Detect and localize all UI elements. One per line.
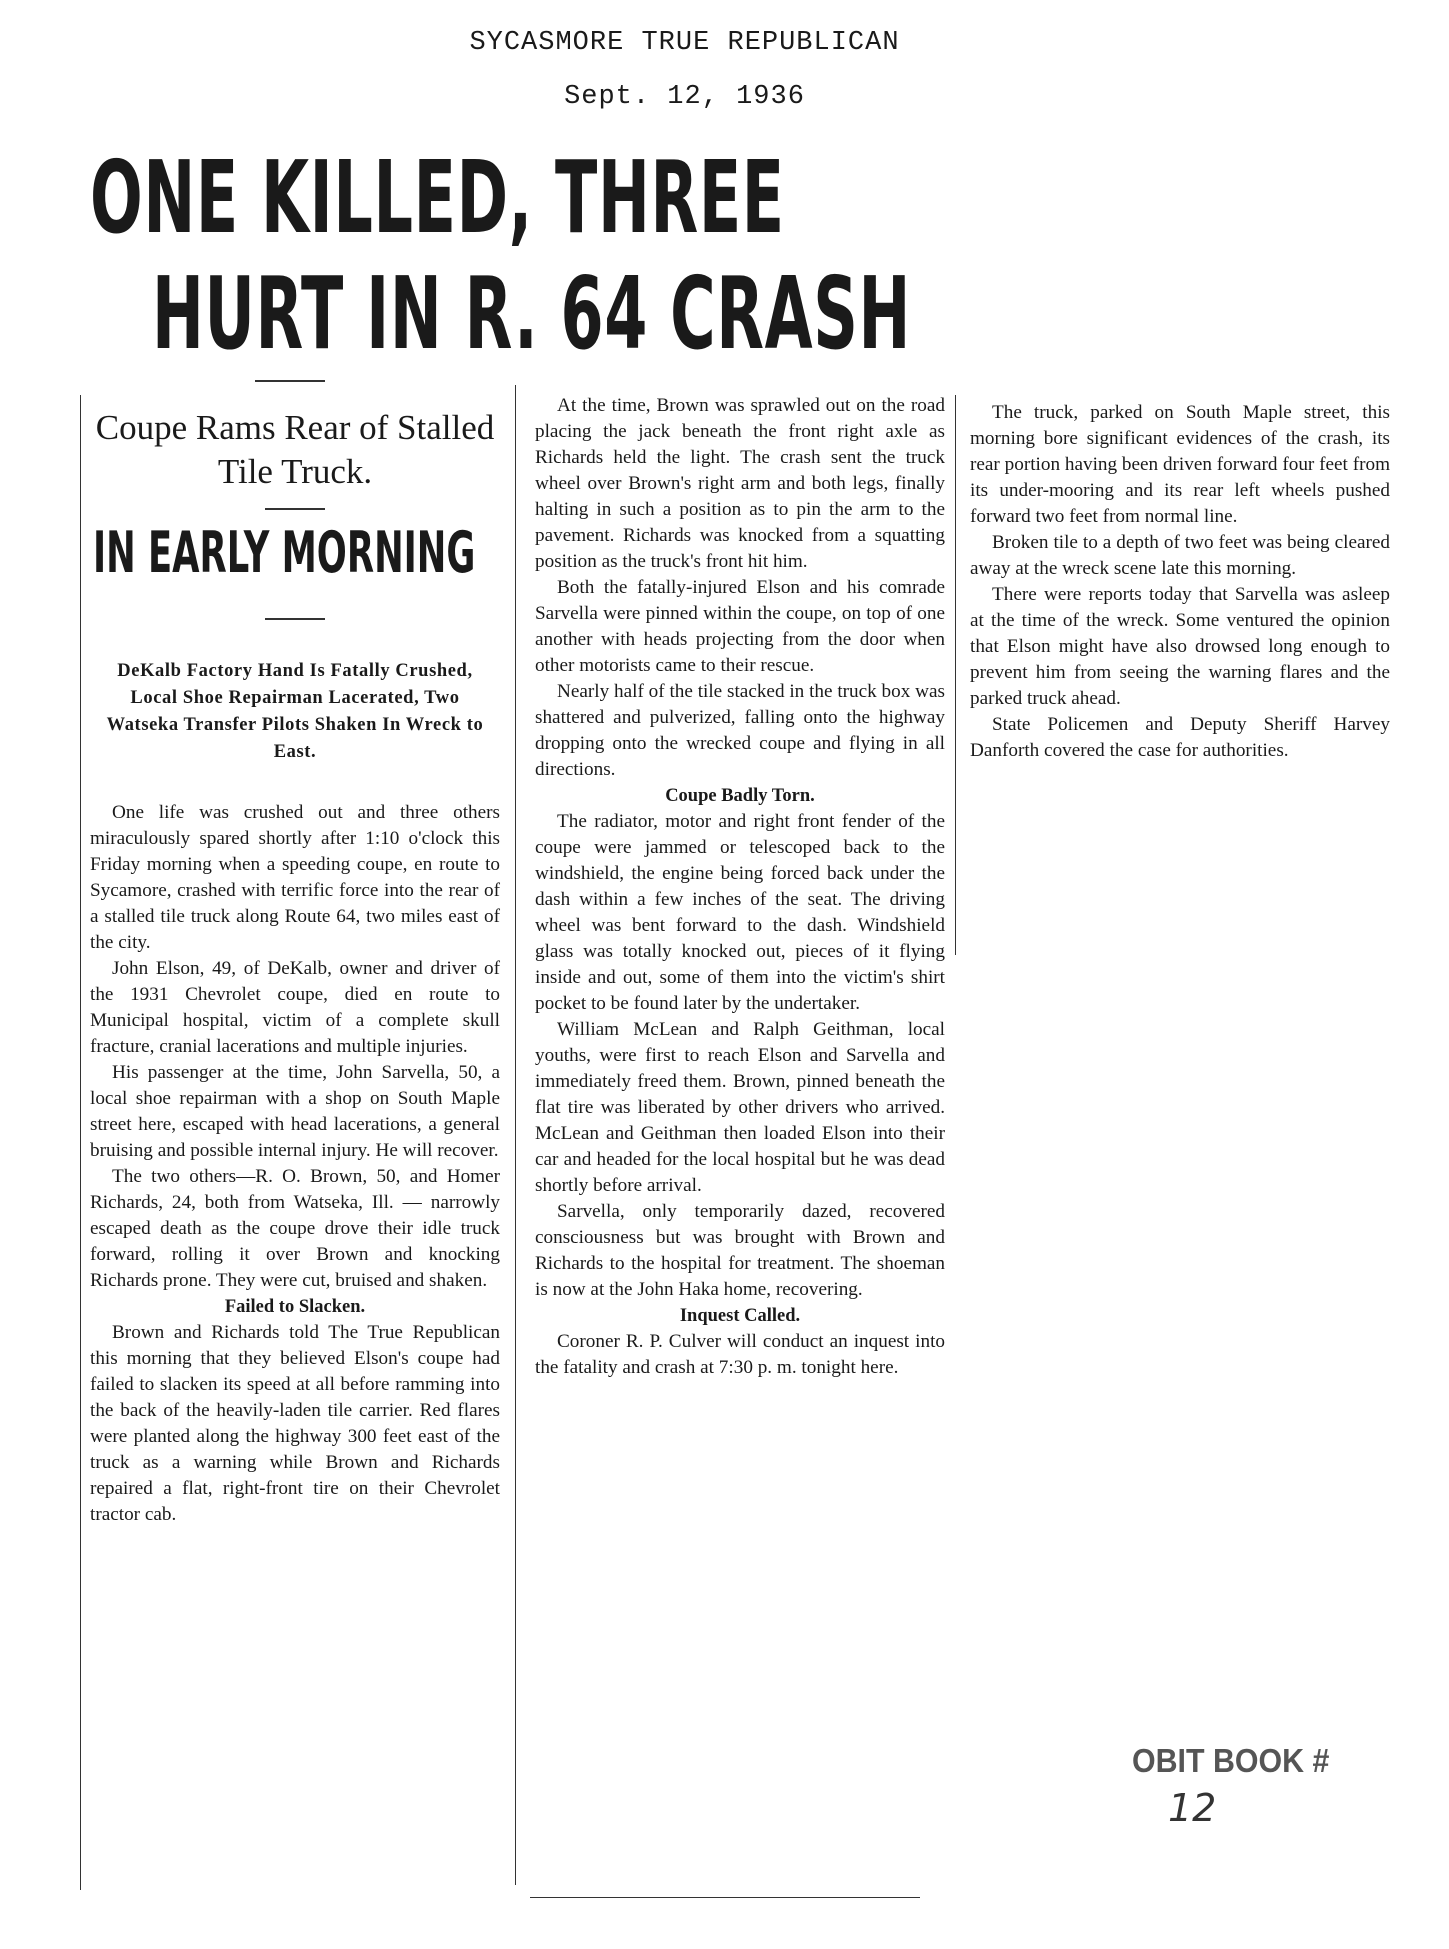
headline-line-1: ONE KILLED, THREE bbox=[90, 139, 785, 256]
headline-divider bbox=[255, 380, 325, 382]
headline-line-2: HURT IN R. 64 CRASH bbox=[152, 255, 912, 372]
paragraph: Broken tile to a depth of two feet was being cleared away at the wreck scene late this morning. bbox=[970, 532, 1390, 579]
newspaper-name: SYCASMORE TRUE REPUBLICAN bbox=[469, 28, 900, 58]
paragraph: The two others—R. O. Brown, 50, and Homer Richards, 24, both from Watseka, Ill. — narrowly escaped death as the coupe drove their idle truck forward, rolling it over Brown and knocking Richards prone. They were cut, bruised and shaken. bbox=[90, 1166, 500, 1291]
paragraph: William McLean and Ralph Geithman, local youths, were first to reach Elson and Sarvella and immediately freed them. Brown, pinned beneath the flat tire was liberated by other drivers who arrived. McLean and Geithman then loaded Elson into their car and headed for the local hospital but he was dead shortly before arrival. bbox=[535, 1019, 945, 1196]
article-column-3 bbox=[970, 400, 1390, 764]
paragraph: One life was crushed out and three others miraculously spared shortly after 1:10 o'clock this Friday morning when a speeding coupe, en route to Sycamore, crashed with terrific force into the rear of a stalled tile truck along Route 64, two miles east of the city. bbox=[90, 802, 500, 953]
paragraph: Sarvella, only temporarily dazed, recovered consciousness but was brought with Brown and Richards to the hospital for treatment. The shoeman is now at the John Haka home, recovering. bbox=[535, 1201, 945, 1300]
publication-date: Sept. 12, 1936 bbox=[564, 82, 805, 112]
paragraph: Coroner R. P. Culver will conduct an inquest into the fatality and crash at 7:30 p. m. tonight here. bbox=[535, 1331, 945, 1378]
paragraph: There were reports today that Sarvella was asleep at the time of the wreck. Some ventured the opinion that Elson might have also drowsed long enough to prevent him from seeing the warning flares and the parked truck ahead. bbox=[970, 584, 1390, 709]
column-rule-right bbox=[955, 395, 956, 955]
subhead-inquest-called: Inquest Called. bbox=[679, 1306, 801, 1326]
paragraph: Nearly half of the tile stacked in the truck box was shattered and pulverized, falling onto the highway dropping onto the wrecked coupe and flying in all directions. bbox=[535, 681, 945, 780]
deck-coupe-rams: Coupe Rams Rear of Stalled Tile Truck. bbox=[95, 408, 495, 491]
paragraph: The radiator, motor and right front fender of the coupe were jammed or telescoped back to the windshield, the engine being forced back under the dash within a few inches of the seat. The driving wheel was bent forward to the dash. Windshield glass was totally knocked out, pieces of it flying inside and out, some of them into the victim's shirt pocket to be found later by the undertaker. bbox=[535, 811, 945, 1014]
subhead-failed-to-slacken: Failed to Slacken. bbox=[224, 1297, 366, 1317]
article-column-1 bbox=[90, 400, 500, 1528]
paragraph: His passenger at the time, John Sarvella, 50, a local shoe repairman with a shop on South Maple street here, escaped with head lacerations, a general bruising and possible internal injury. He will recover. bbox=[90, 1062, 500, 1161]
subhead-coupe-badly-torn: Coupe Badly Torn. bbox=[665, 786, 815, 806]
paragraph: The truck, parked on South Maple street, this morning bore significant evidences of the crash, its rear portion having been driven forward four feet from its under-mooring and its rear left wheels pushed forward two feet from normal line. bbox=[970, 402, 1390, 527]
deck-summary: DeKalb Factory Hand Is Fatally Crushed, Local Shoe Repairman Lacerated, Two Watseka Transfer Pilots Shaken In Wreck to East. bbox=[106, 661, 484, 762]
deck-early-morning: IN EARLY MORNING bbox=[93, 520, 476, 586]
paragraph: At the time, Brown was sprawled out on the road placing the jack beneath the front right axle as Richards held the light. The crash sent the truck wheel over Brown's right arm and both legs, finally halting in such a position as to pin the arm to the pavement. Richards was knocked from a squatting position as the truck's front hit him. bbox=[535, 395, 945, 572]
column-rule-left bbox=[80, 395, 81, 1890]
deck-divider-2 bbox=[265, 618, 325, 620]
paragraph: Both the fatally-injured Elson and his comrade Sarvella were pinned within the coupe, on top of one another with heads projecting from the door when other motorists came to their rescue. bbox=[535, 577, 945, 676]
obit-book-label: OBIT BOOK # bbox=[1132, 1742, 1330, 1779]
paragraph: John Elson, 49, of DeKalb, owner and driver of the 1931 Chevrolet coupe, died en route to Municipal hospital, victim of a complete skull fracture, cranial lacerations and multiple injuries. bbox=[90, 958, 500, 1057]
paragraph: State Policemen and Deputy Sheriff Harvey Danforth covered the case for authorities. bbox=[970, 714, 1390, 761]
paragraph: Brown and Richards told The True Republican this morning that they believed Elson's coupe had failed to slacken its speed at all before ramming into the back of the heavily-laden tile carrier. Red flares were planted along the highway 300 feet east of the truck as a warning while Brown and Richards repaired a flat, right-front tire on their Chevrolet tractor cab. bbox=[90, 1322, 500, 1525]
deck-divider bbox=[265, 508, 325, 510]
headline bbox=[90, 139, 912, 372]
obit-book-number: 12 bbox=[1168, 1786, 1217, 1830]
column-end-rule bbox=[530, 1897, 920, 1898]
article-column-2 bbox=[535, 393, 945, 1381]
column-rule-middle bbox=[515, 385, 516, 1885]
